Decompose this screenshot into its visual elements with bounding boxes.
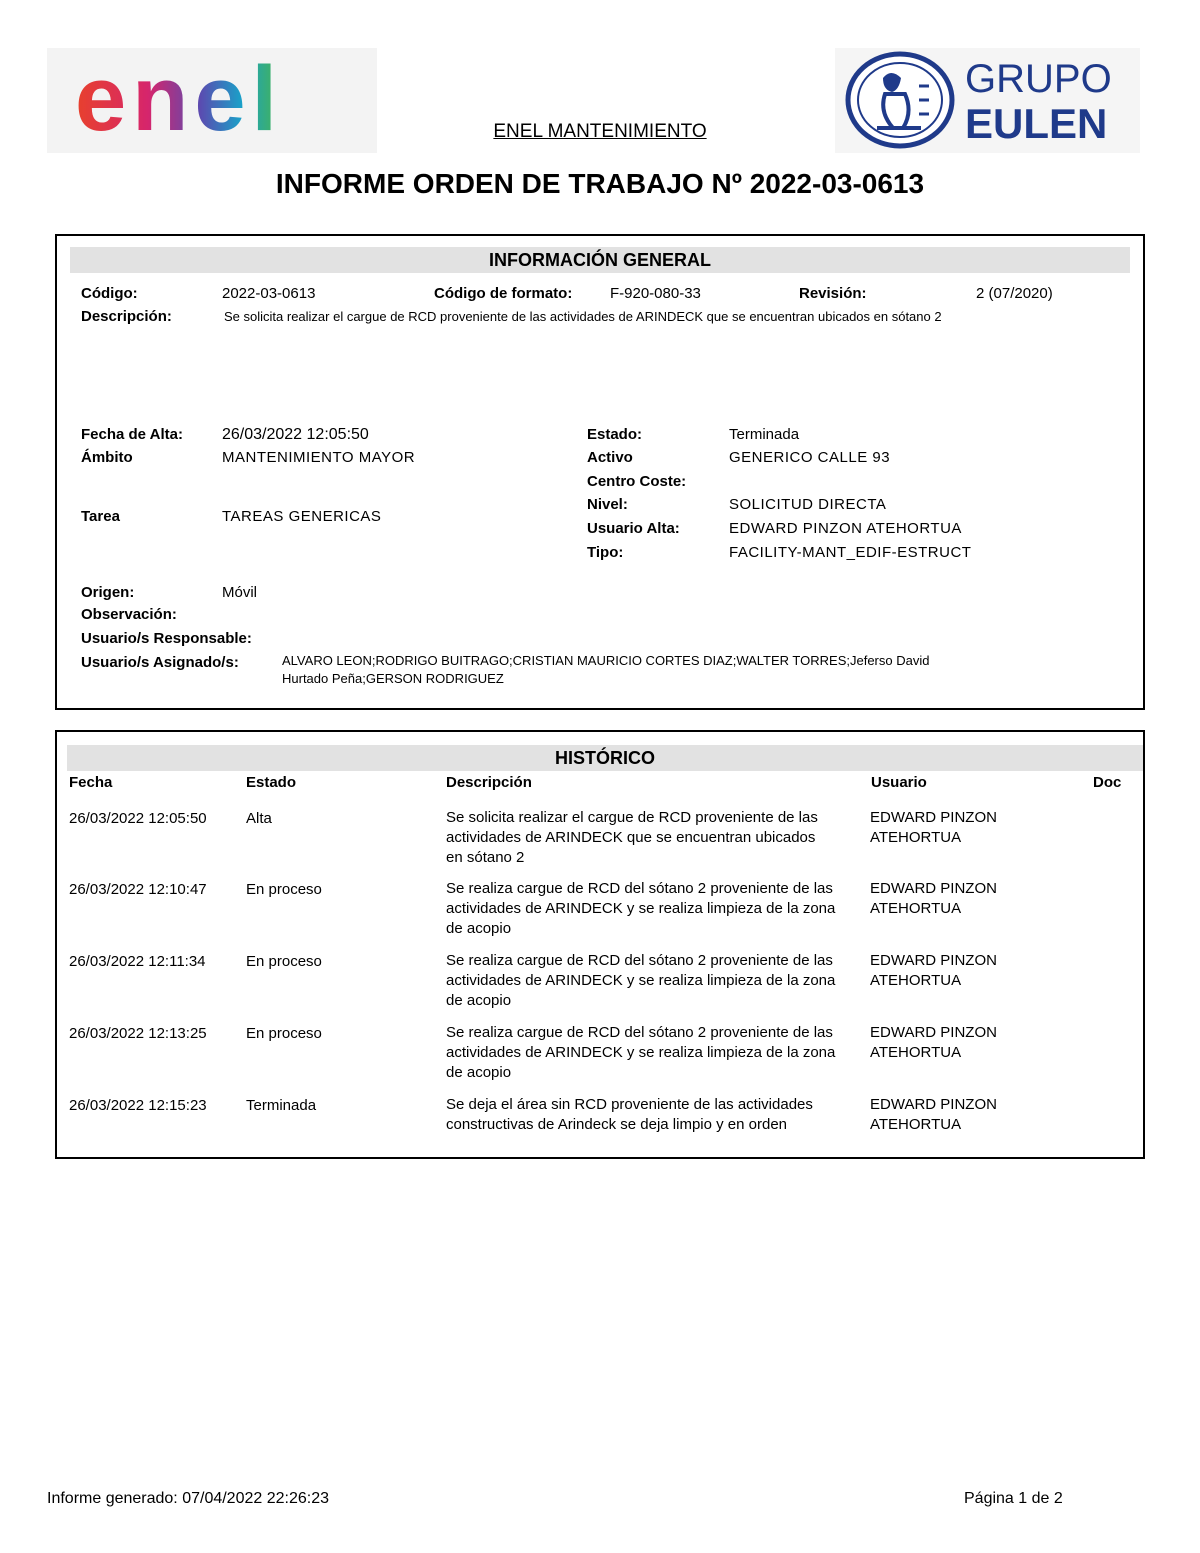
historico-col-usuario: Usuario [871,774,927,791]
revision-value: 2 (07/2020) [976,285,1053,302]
tarea-value: TAREAS GENERICAS [222,508,382,525]
document-subtitle: ENEL MANTENIMIENTO [493,121,707,142]
ambito-label: Ámbito [81,449,133,466]
usuario-alta-label: Usuario Alta: [587,520,680,537]
historico-row-estado: Terminada [246,1097,317,1114]
historico-row-fecha: 26/03/2022 12:15:23 [69,1097,207,1114]
historico-heading: HISTÓRICO [67,745,1143,771]
descripcion-value: Se solicita realizar el cargue de RCD proveniente de las actividades de ARINDECK que se encuentran ubicados en sótano 2 [224,309,942,324]
historico-row-fecha: 26/03/2022 12:05:50 [69,810,207,827]
tarea-label: Tarea [81,508,120,525]
responsable-label: Usuario/s Responsable: [81,630,252,647]
activo-value: GENERICO CALLE 93 [729,449,891,466]
historico-row-estado: Alta [246,810,272,827]
ambito-value: MANTENIMIENTO MAYOR [222,449,416,466]
footer-page-number: Página 1 de 2 [964,1490,1063,1507]
enel-logo-text: enel [75,48,284,150]
activo-label: Activo [587,449,633,466]
historico-row-usuario: EDWARD PINZON ATEHORTUA [870,1096,997,1133]
historico-row-fecha: 26/03/2022 12:13:25 [69,1025,207,1042]
footer-generated: Informe generado: 07/04/2022 22:26:23 [47,1490,329,1507]
historico-row-usuario: EDWARD PINZON ATEHORTUA [870,1024,997,1061]
estado-value: Terminada [729,426,800,443]
revision-label: Revisión: [799,285,867,302]
tipo-label: Tipo: [587,544,624,561]
descripcion-label: Descripción: [81,308,172,325]
historico-row-usuario: EDWARD PINZON ATEHORTUA [870,880,997,917]
historico-row-fecha: 26/03/2022 12:11:34 [69,953,206,970]
historico-row-descripcion: Se realiza cargue de RCD del sótano 2 proveniente de las actividades de ARINDECK y se realiza limpieza de la zona de acopio [446,1024,836,1081]
historico-col-doc: Doc [1093,774,1122,791]
asignados-value-line2: Hurtado Peña;GERSON RODRIGUEZ [282,671,504,686]
general-info-heading: INFORMACIÓN GENERAL [70,247,1130,273]
historico-row-descripcion: Se solicita realizar el cargue de RCD proveniente de las actividades de ARINDECK que se encuentran ubicados en sótano 2 [446,809,818,866]
historico-row-usuario: EDWARD PINZON ATEHORTUA [870,809,997,846]
historico-row-descripcion: Se realiza cargue de RCD del sótano 2 proveniente de las actividades de ARINDECK y se realiza limpieza de la zona de acopio [446,952,836,1009]
codigo-formato-value: F-920-080-33 [610,285,701,302]
codigo-formato-label: Código de formato: [434,285,573,302]
usuario-alta-value: EDWARD PINZON ATEHORTUA [729,520,962,537]
historico-col-fecha: Fecha [69,774,113,791]
observacion-label: Observación: [81,606,177,623]
nivel-value: SOLICITUD DIRECTA [729,496,887,513]
origen-value: Móvil [222,584,258,601]
fecha-alta-value: 26/03/2022 12:05:50 [222,426,369,443]
historico-row-estado: En proceso [246,953,322,970]
historico-row-estado: En proceso [246,881,322,898]
historico-col-descripcion: Descripción [446,774,532,791]
historico-row-estado: En proceso [246,1025,322,1042]
estado-label: Estado: [587,426,643,443]
eulen-logo-eulen-text: EULEN [965,100,1108,147]
centro-coste-label: Centro Coste: [587,473,687,490]
historico-row-fecha: 26/03/2022 12:10:47 [69,881,207,898]
nivel-label: Nivel: [587,496,628,513]
document-title: INFORME ORDEN DE TRABAJO Nº 2022-03-0613 [275,168,925,199]
tipo-value: FACILITY-MANT_EDIF-ESTRUCT [729,544,972,561]
codigo-label: Código: [81,285,138,302]
codigo-value: 2022-03-0613 [222,285,316,302]
historico-row-usuario: EDWARD PINZON ATEHORTUA [870,952,997,989]
historico-row-descripcion: Se realiza cargue de RCD del sótano 2 proveniente de las actividades de ARINDECK y se realiza limpieza de la zona de acopio [446,880,836,937]
historico-row-descripcion: Se deja el área sin RCD proveniente de las actividades constructivas de Arindeck se deja limpio y en orden [446,1096,813,1133]
asignados-value-line1: ALVARO LEON;RODRIGO BUITRAGO;CRISTIAN MAURICIO CORTES DIAZ;WALTER TORRES;Jeferso David [282,653,930,668]
origen-label: Origen: [81,584,135,601]
fecha-alta-label: Fecha de Alta: [81,426,183,443]
historico-col-estado: Estado [246,774,297,791]
asignados-label: Usuario/s Asignado/s: [81,654,239,671]
eulen-logo-grupo-text: GRUPO [965,57,1112,101]
